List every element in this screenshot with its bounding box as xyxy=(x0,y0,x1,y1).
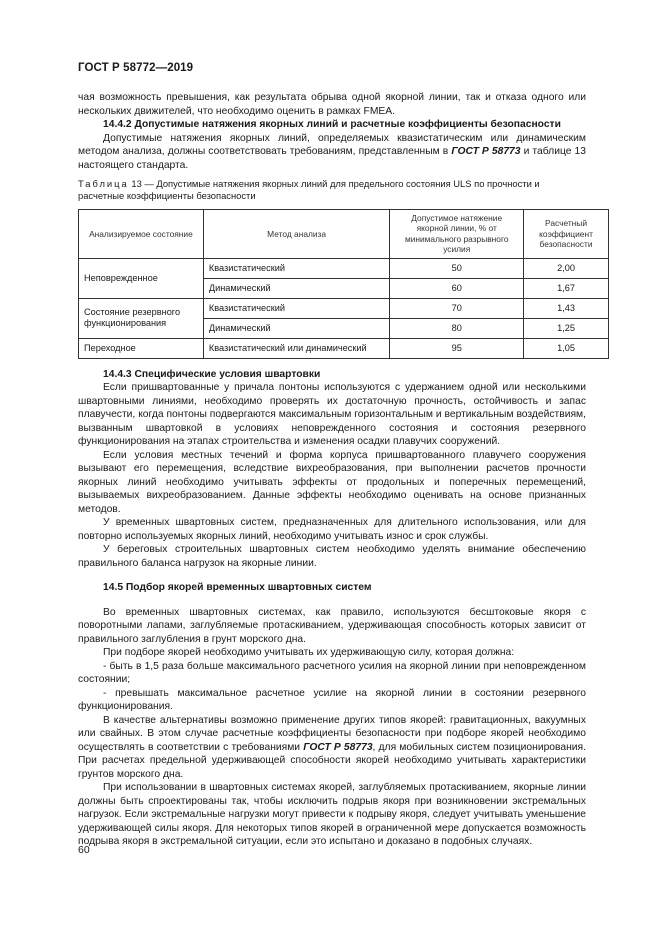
cell-method: Квазистатический xyxy=(203,258,390,278)
section-14-4-3-paragraph: Если условия местных течений и форма корпуса пришвартованного плавучего сооружения вызывают его перемещения, вследствие вихреобразования, при выполнении расчетов прочности якорных линий необходимо учитывать эффекты от продольных и поперечных перемещений, вызываемых вихреобразованием. Данные эффекты необходимо оценивать на основе признанных методов. xyxy=(78,449,586,515)
standard-reference-link[interactable]: ГОСТ Р 58773 xyxy=(303,741,373,753)
cell-method: Динамический xyxy=(203,318,390,338)
standard-reference-link[interactable]: ГОСТ Р 58773 xyxy=(451,146,521,157)
text-fragment: и таблице 13 настоящего стандарта. xyxy=(78,146,586,171)
section-14-4-3-paragraph: Если пришвартованные у причала понтоны используются с удержанием одной или несколькими швартовными линиями, необходимо проверять их достаточную прочность, остойчивость и запас плавучести, когда понтоны подвергаются максимальным горизонтальным и вертикальным воздействиям, вызванным швартовкой в условиях неповрежденного состояния и состояния резервного функционирования на этапах строительства и изменения осадки плавучих сооружений. xyxy=(78,382,586,448)
section-14-5-paragraph: Во временных швартовных системах, как правило, используются бесштоковые якоря с поворотными лапами, заглубляемые протаскиванием, удерживающая способность которых зависит от правильного заглубления в грунт морского дна. xyxy=(78,606,586,645)
list-item: - превышать максимальное расчетное усилие на якорной линии в состоянии резервного функционирования. xyxy=(78,687,586,713)
table-13 xyxy=(78,209,609,359)
cell-factor: 1,05 xyxy=(524,338,609,358)
cell-factor: 2,00 xyxy=(524,258,609,278)
cell-factor: 1,43 xyxy=(524,298,609,318)
text-fragment: В качестве альтернативы возможно применение других типов якорей: гравитационных, вакуумных или свайных. В этом случае расчетные коэффициенты безопасности при подборе якорей необходимо осуществлять в соответствии с требованиями xyxy=(78,714,586,753)
page-number: 60 xyxy=(78,844,90,856)
table-13-caption xyxy=(78,178,586,203)
table-caption-label: Таблица xyxy=(78,178,129,189)
cell-method: Квазистатический xyxy=(203,298,390,318)
document-header: ГОСТ Р 58772—2019 xyxy=(78,62,194,74)
cell-tension: 70 xyxy=(390,298,524,318)
cell-state: Переходное xyxy=(79,338,204,358)
cell-tension: 95 xyxy=(390,338,524,358)
cell-tension: 80 xyxy=(390,318,524,338)
cell-factor: 1,25 xyxy=(524,318,609,338)
table-header-row xyxy=(79,209,609,258)
section-14-5-paragraph: При использовании в швартовных системах якорей, заглубляемых протаскиванием, якорные линии должны быть спроектированы так, чтобы исключить подрыв якоря при возникновении экстремальных нагрузок. Если экстремальные нагрузки могут привести к подрыву якоря, следует учитывать уменьшение удерживающей силы якоря. Для некоторых типов якорей в ограниченной мере допускается возможность подрыва якоря в экстремальной ситуации, если это испытано и доказано в подобных случаях. xyxy=(78,782,586,848)
section-14-5-paragraph: При подборе якорей необходимо учитывать их удерживающую силу, которая должна: xyxy=(103,647,515,659)
column-header-method: Метод анализа xyxy=(203,209,390,258)
section-14-4-3-paragraph: У береговых строительных швартовных систем необходимо уделять внимание обеспечению правильного баланса нагрузок на якорные линии. xyxy=(78,544,586,569)
text-fragment: Допустимые натяжения якорных линий, определяемых квазистатическим или динамическим методом анализа, должны соответствовать требованиям, представленным в xyxy=(78,132,586,157)
column-header-factor: Расчетный коэффициент безопасности xyxy=(524,209,609,258)
section-14-5-heading: 14.5 Подбор якорей временных швартовных систем xyxy=(103,582,372,594)
table-caption-text: 13 — Допустимые натяжения якорных линий для предельного состояния ULS по прочности и расчетные коэффициенты безопасности xyxy=(78,178,540,202)
text-fragment: , для мобильных систем позиционирования. При расчетах предельной удерживающей способности якорей необходимо учитывать характеристики грунтов морского дна. xyxy=(78,741,586,780)
section-14-5-paragraph xyxy=(78,714,586,782)
list-item: - быть в 1,5 раза больше максимального расчетного усилия на якорной линии при неповрежденном состоянии; xyxy=(78,660,586,686)
cell-state: Состояние резервного функционирования xyxy=(79,298,204,338)
table-row xyxy=(79,258,609,278)
table-row xyxy=(79,338,609,358)
section-14-4-2-heading: 14.4.2 Допустимые натяжения якорных линий и расчетные коэффициенты безопасности xyxy=(103,119,561,130)
section-14-4-3-paragraph: У временных швартовных систем, предназначенных для длительного использования, или для повторно используемых якорных линий, необходимо учитывать износ и срок службы. xyxy=(78,517,586,542)
table-row xyxy=(79,298,609,318)
intro-paragraph: чая возможность превышения, как результата обрыва одной якорной линии, так и отказа одного или нескольких движителей, что необходимо оценить в рамках FMEA. xyxy=(78,92,586,117)
column-header-state: Анализируемое состояние xyxy=(79,209,204,258)
section-14-4-3-heading: 14.4.3 Специфические условия швартовки xyxy=(103,368,321,380)
section-14-4-2-paragraph xyxy=(78,132,586,173)
document-body xyxy=(78,91,593,849)
cell-factor: 1,67 xyxy=(524,278,609,298)
cell-tension: 50 xyxy=(390,258,524,278)
cell-state: Неповрежденное xyxy=(79,258,204,298)
column-header-tension: Допустимое натяжение якорной линии, % от минимального разрывного усилия xyxy=(390,209,524,258)
cell-tension: 60 xyxy=(390,278,524,298)
cell-method: Квазистатический или динамический xyxy=(203,338,390,358)
cell-method: Динамический xyxy=(203,278,390,298)
